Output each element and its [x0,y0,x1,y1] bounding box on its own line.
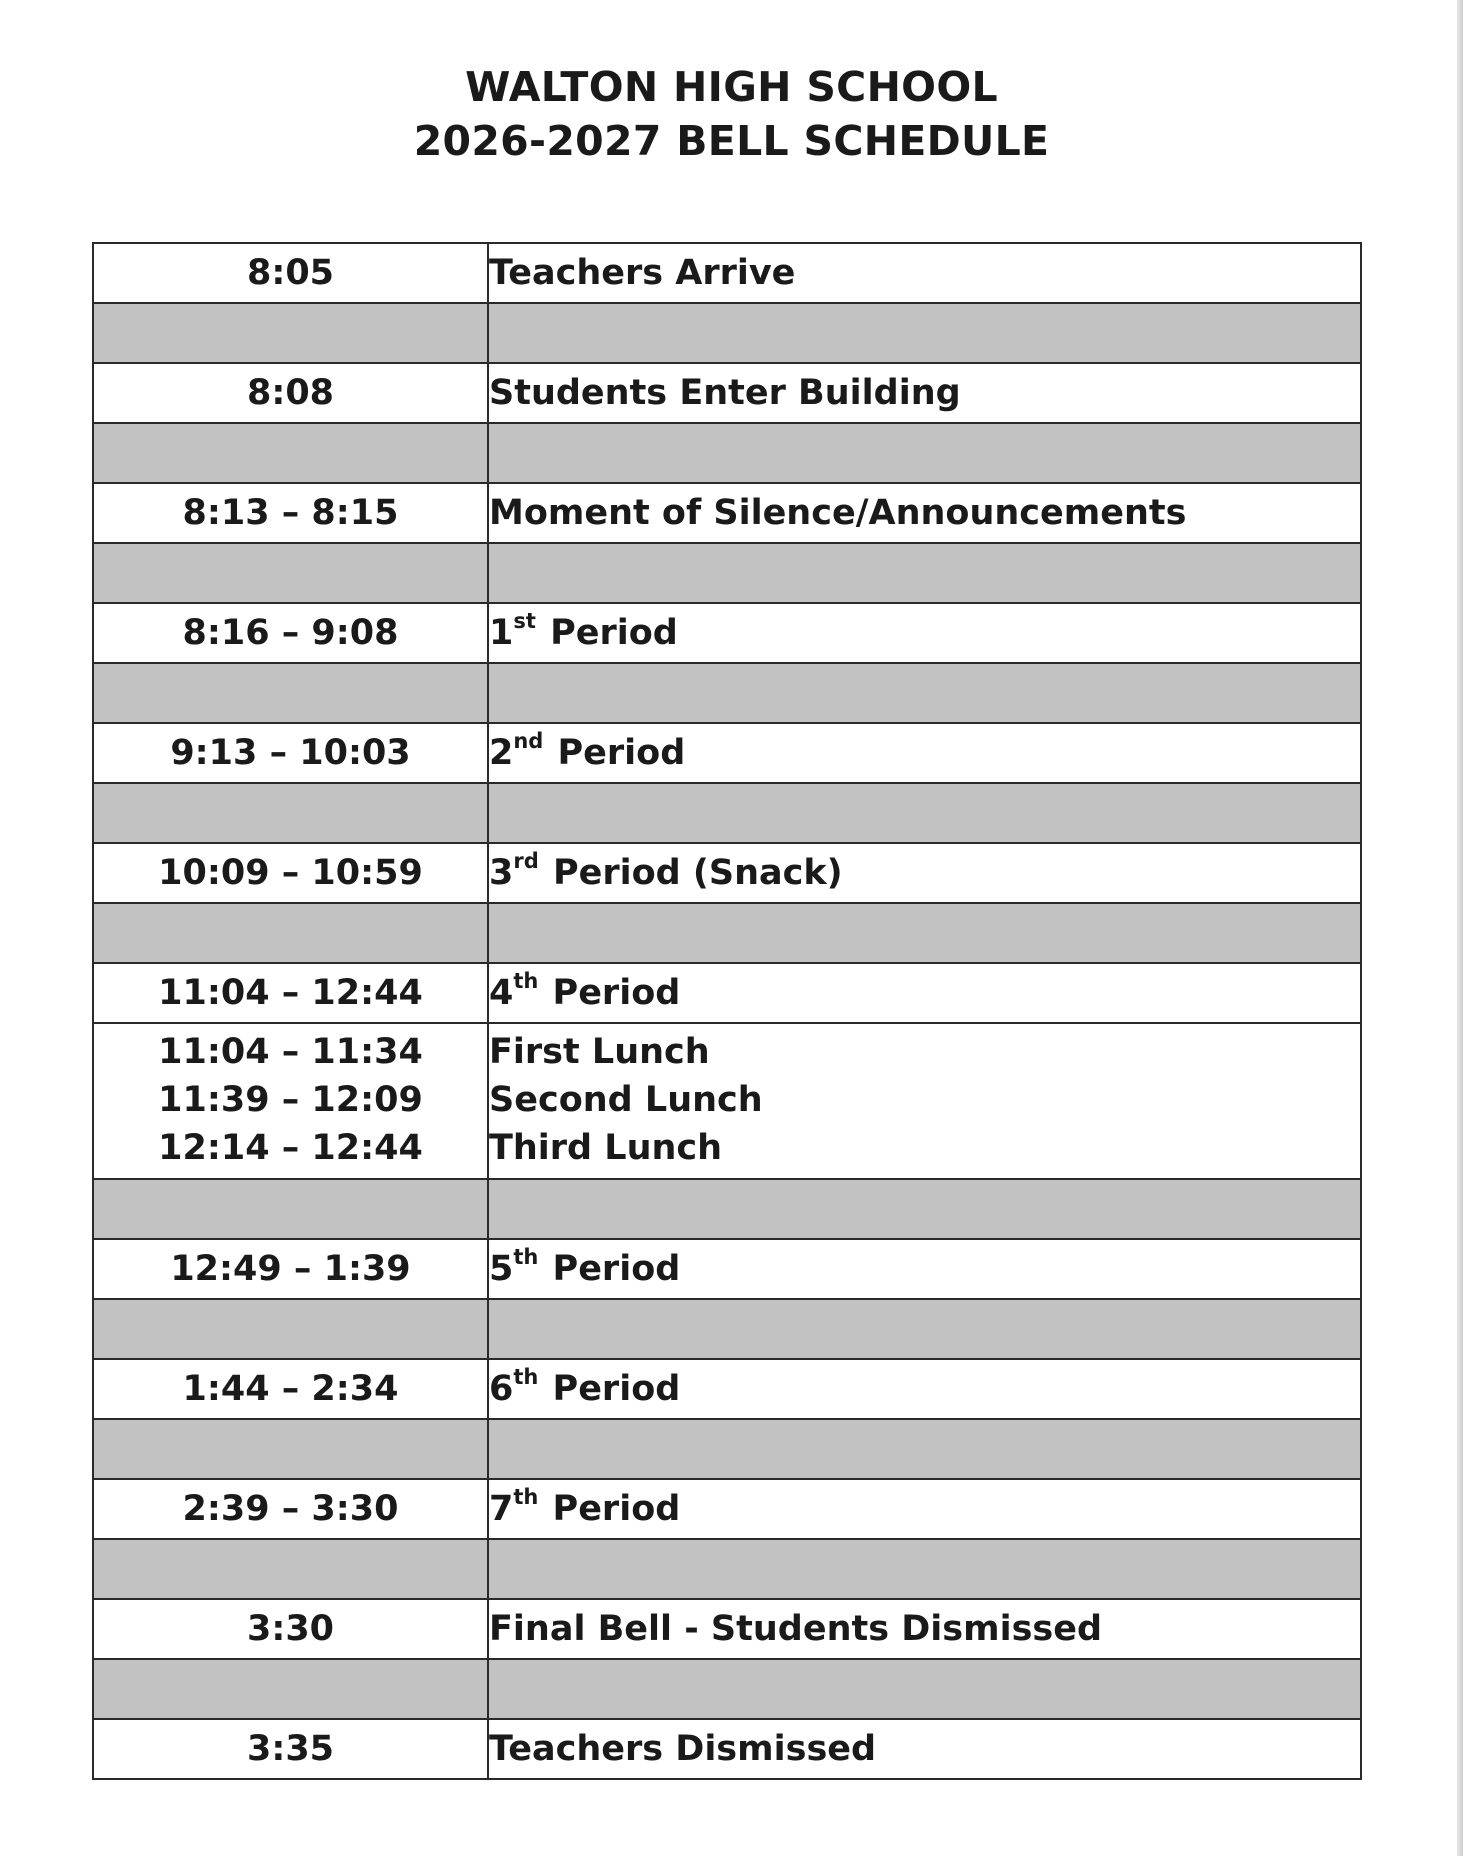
period-number: 6 [489,1369,514,1409]
time-cell: 1:44 – 2:34 [93,1359,488,1419]
time-cell: 3:35 [93,1719,488,1779]
schedule-row [93,723,1361,783]
separator-row [93,903,1361,963]
lunch-name: Third Lunch [489,1128,723,1168]
time-cell: 8:08 [93,363,488,423]
period-label: Period [550,613,678,653]
separator-row [93,663,1361,723]
time-cell: 8:05 [93,243,488,303]
period-label: Period [552,1369,681,1409]
school-name: WALTON HIGH SCHOOL [465,63,998,111]
ordinal-suffix: th [513,1485,539,1509]
schedule-row [93,1239,1361,1299]
ordinal-suffix: rd [513,849,539,873]
separator-row [93,543,1361,603]
schedule-row [93,1719,1361,1779]
period-label: Period [552,973,681,1013]
separator-row [93,1299,1361,1359]
schedule-title: 2026-2027 BELL SCHEDULE [413,117,1050,165]
schedule-row [93,1599,1361,1659]
schedule-row [93,963,1361,1023]
schedule-row [93,483,1361,543]
lunch-name: First Lunch [489,1032,710,1072]
time-cell: 8:13 – 8:15 [93,483,488,543]
ordinal-suffix: st [513,609,536,633]
period-number: 3 [489,853,514,893]
event-cell: Teachers Arrive [488,243,1361,303]
period-label: Period [552,1489,681,1529]
event-cell: Teachers Dismissed [488,1719,1361,1779]
lunch-name: Second Lunch [489,1080,763,1120]
lunch-time: 11:04 – 11:34 [158,1032,423,1072]
period-number: 5 [489,1249,514,1289]
ordinal-suffix: th [513,969,539,993]
separator-row [93,783,1361,843]
bell-schedule-table [92,242,1362,1780]
ordinal-suffix: th [513,1365,539,1389]
event-cell [488,1239,1361,1299]
lunch-time: 12:14 – 12:44 [158,1128,423,1168]
schedule-row [93,1359,1361,1419]
event-cell [488,1479,1361,1539]
time-cell: 2:39 – 3:30 [93,1479,488,1539]
event-cell [488,603,1361,663]
period-number: 1 [489,613,514,653]
separator-row [93,1659,1361,1719]
time-cell: 12:49 – 1:39 [93,1239,488,1299]
ordinal-suffix: th [513,1245,539,1269]
period-number: 4 [489,973,514,1013]
time-cell: 8:16 – 9:08 [93,603,488,663]
schedule-row [93,1479,1361,1539]
period-number: 7 [489,1489,514,1529]
ordinal-suffix: nd [513,729,544,753]
schedule-row [93,363,1361,423]
time-cell: 9:13 – 10:03 [93,723,488,783]
separator-row [93,1179,1361,1239]
time-cell: 3:30 [93,1599,488,1659]
event-cell: Final Bell - Students Dismissed [488,1599,1361,1659]
event-cell [488,843,1361,903]
separator-row [93,423,1361,483]
lunch-names-cell [488,1023,1361,1179]
schedule-row [93,843,1361,903]
lunch-times-cell [93,1023,488,1179]
event-cell [488,1359,1361,1419]
period-number: 2 [489,733,514,773]
separator-row [93,303,1361,363]
event-cell: Moment of Silence/Announcements [488,483,1361,543]
separator-row [93,1539,1361,1599]
time-cell: 10:09 – 10:59 [93,843,488,903]
separator-row [93,1419,1361,1479]
period-label: Period [552,1249,681,1289]
lunch-time: 11:39 – 12:09 [158,1080,423,1120]
period-label: Period (Snack) [552,853,843,893]
page-edge [1457,0,1463,1856]
event-cell: Students Enter Building [488,363,1361,423]
event-cell [488,963,1361,1023]
schedule-row [93,243,1361,303]
period-label: Period [557,733,686,773]
lunch-row [93,1023,1361,1179]
event-cell [488,723,1361,783]
schedule-row [93,603,1361,663]
time-cell: 11:04 – 12:44 [93,963,488,1023]
